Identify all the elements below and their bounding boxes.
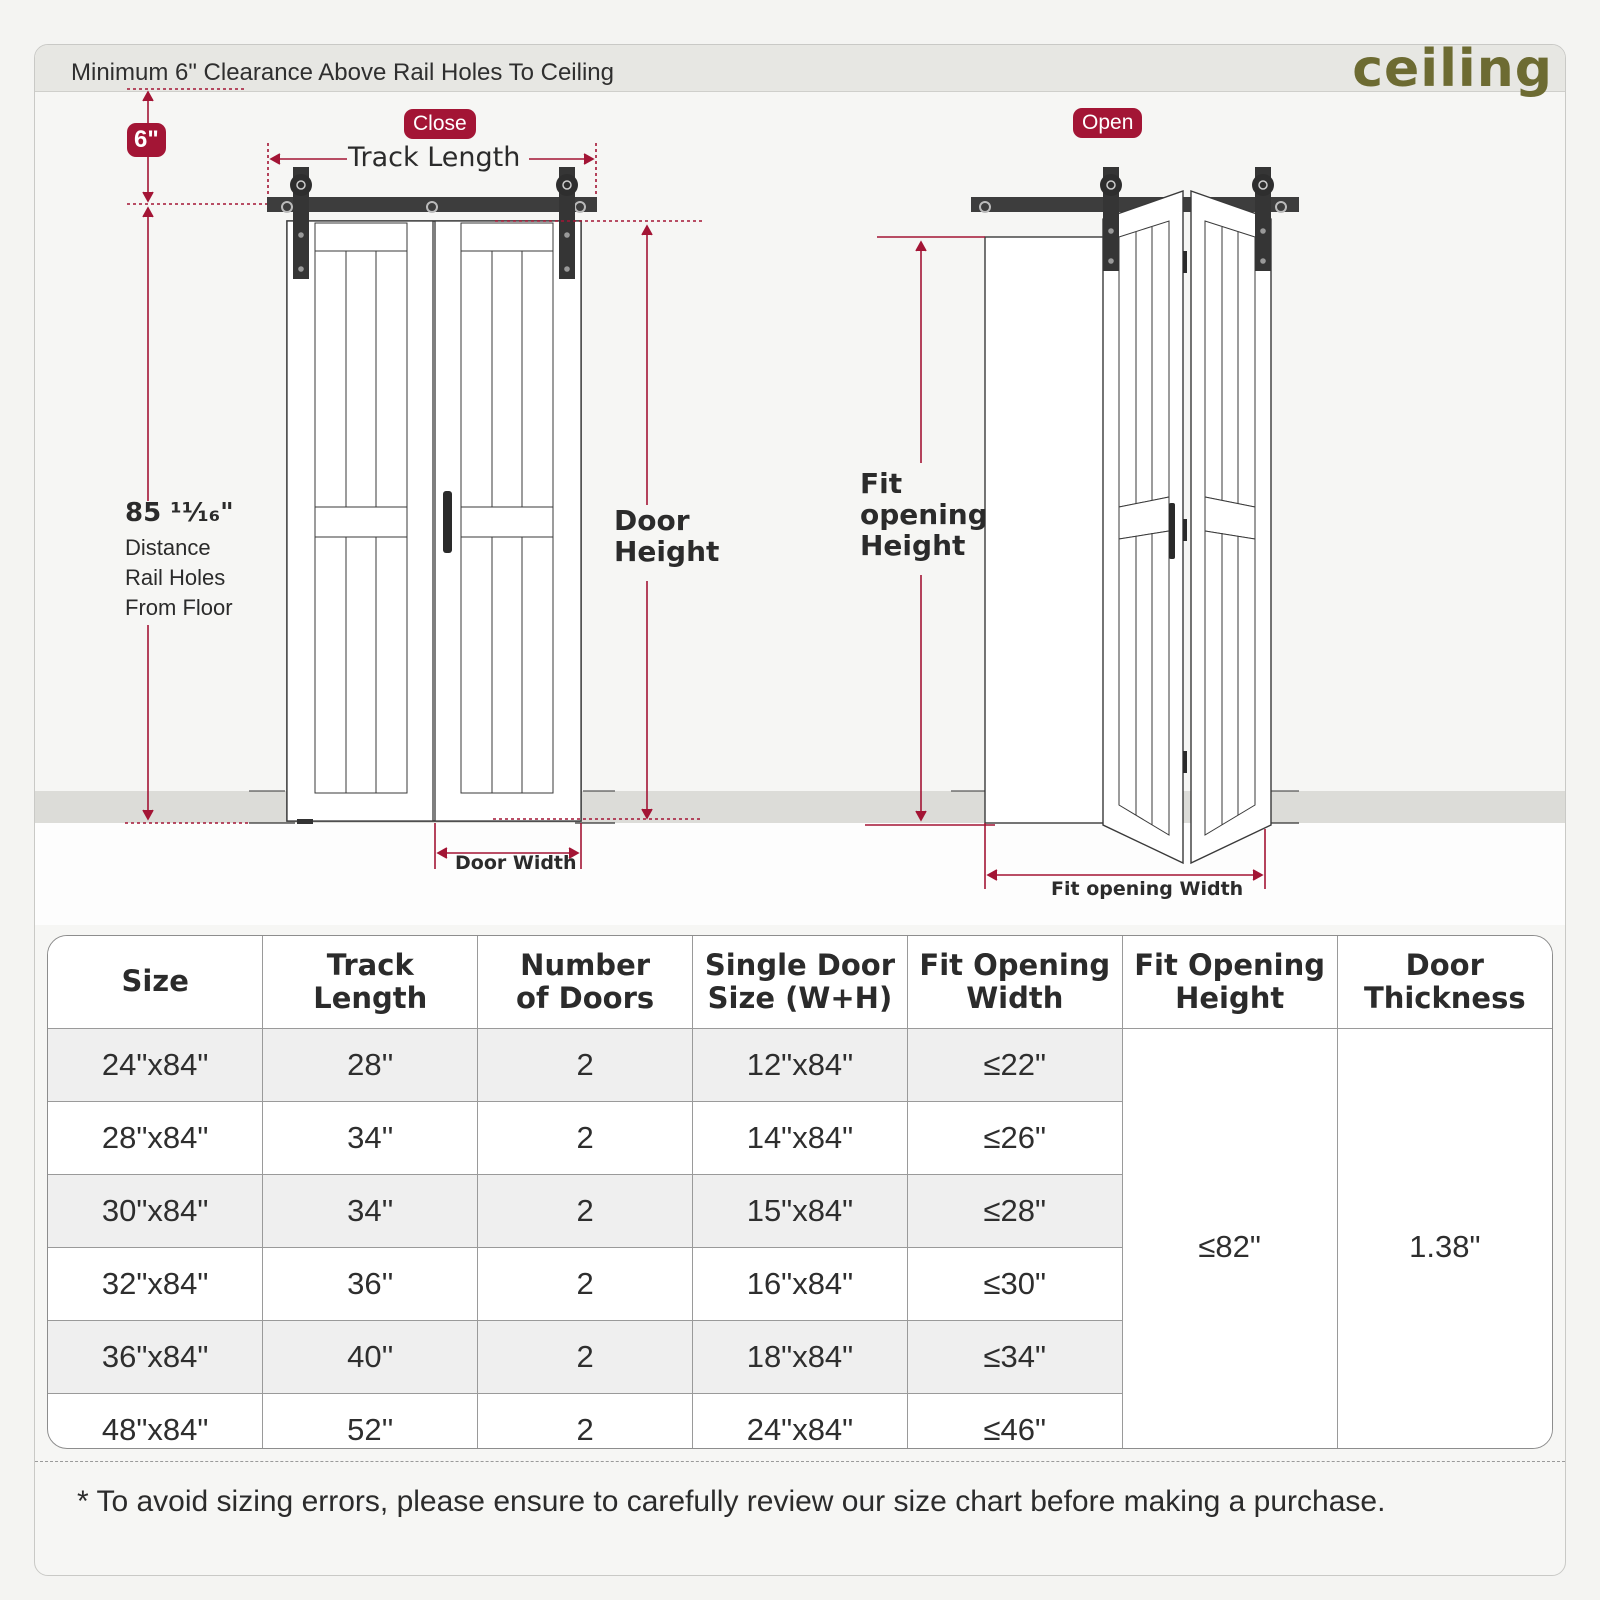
table-row	[48, 1029, 1552, 1102]
cell-number-of-doors: 2	[478, 1321, 693, 1394]
cell-number-of-doors: 2	[478, 1175, 693, 1248]
open-door-handle	[1169, 503, 1175, 559]
footer-divider	[35, 1461, 1565, 1462]
rail-caption-line-1: Distance	[125, 535, 211, 560]
fit-width-label: Fit opening Width	[1051, 878, 1244, 900]
header-size	[48, 936, 263, 1029]
rail-caption-line-2: Rail Holes	[125, 565, 226, 590]
header-track-line-1: Track	[326, 947, 414, 982]
header-doors-line-2: of Doors	[516, 981, 655, 1015]
header-thick-line-1: Door	[1405, 947, 1484, 982]
cell-number-of-doors: 2	[478, 1102, 693, 1175]
cell-fit-opening-width: ≤34"	[907, 1321, 1122, 1394]
cell-single-door-size: 18"x84"	[693, 1321, 908, 1394]
cell-size: 28"x84"	[48, 1102, 263, 1175]
cell-track-length: 40''	[263, 1321, 478, 1394]
cell-fit-opening-width: ≤26"	[907, 1102, 1122, 1175]
door-height-label	[614, 505, 719, 568]
cell-track-length: 34''	[263, 1175, 478, 1248]
rail-height-value: 85 ¹¹⁄₁₆"	[125, 498, 234, 528]
header-track-length	[263, 936, 478, 1029]
hanger-strap-open-right	[1252, 167, 1274, 271]
cell-fit-opening-height: ≤82"	[1122, 1029, 1337, 1450]
cell-single-door-size: 14"x84"	[693, 1102, 908, 1175]
fit-height-label	[860, 469, 988, 561]
six-inch-badge: 6"	[127, 123, 166, 157]
cell-size: 36"x84"	[48, 1321, 263, 1394]
cell-fit-opening-width: ≤22"	[907, 1029, 1122, 1102]
header-fitw-line-2: Width	[966, 981, 1064, 1015]
open-door-illustration	[951, 167, 1299, 863]
cell-single-door-size: 16"x84"	[693, 1248, 908, 1321]
cell-track-length: 34''	[263, 1102, 478, 1175]
header-fitw-line-1: Fit Opening	[919, 947, 1111, 982]
cell-single-door-size: 24"x84"	[693, 1394, 908, 1450]
cell-single-door-size: 12"x84"	[693, 1029, 908, 1102]
size-chart-frame	[34, 44, 1566, 1576]
hanger-strap-right	[556, 167, 578, 279]
door-height-line-2: Height	[614, 535, 720, 569]
door-height-line-1: Door	[614, 504, 690, 537]
header-thick-line-2: Thickness	[1363, 981, 1526, 1015]
fit-height-line-2: opening	[860, 497, 988, 531]
track-rail-closed	[267, 197, 597, 212]
cell-size: 32"x84"	[48, 1248, 263, 1321]
cell-size: 48"x84"	[48, 1394, 263, 1450]
door-handle	[443, 491, 452, 553]
header-fith-line-2: Height	[1175, 981, 1285, 1015]
close-badge: Close	[404, 109, 476, 139]
header-single-line-2: Size (W+H)	[707, 981, 893, 1015]
header-doors-line-1: Number	[520, 947, 651, 982]
cell-size: 24"x84"	[48, 1029, 263, 1102]
header-door-thickness	[1337, 936, 1552, 1029]
floor-surface	[35, 823, 1565, 925]
rail-caption-line-3: From Floor	[125, 595, 233, 620]
cell-size: 30"x84"	[48, 1175, 263, 1248]
size-table-container	[47, 935, 1553, 1449]
cell-single-door-size: 15"x84"	[693, 1175, 908, 1248]
closed-door-illustration	[249, 167, 615, 824]
header-fit-opening-height	[1122, 936, 1337, 1029]
clearance-note: Minimum 6" Clearance Above Rail Holes To Ceiling	[71, 59, 614, 86]
cell-fit-opening-width: ≤46"	[907, 1394, 1122, 1450]
fit-height-line-1: Fit	[860, 467, 903, 500]
cell-track-length: 36''	[263, 1248, 478, 1321]
open-badge: Open	[1073, 108, 1142, 138]
cell-number-of-doors: 2	[478, 1394, 693, 1450]
cell-number-of-doors: 2	[478, 1248, 693, 1321]
ceiling-label: ceiling	[1352, 44, 1553, 99]
track-length-label: Track Length	[348, 142, 521, 173]
door-diagram	[35, 45, 1565, 925]
rail-height-caption	[125, 533, 233, 623]
cell-fit-opening-width: ≤28"	[907, 1175, 1122, 1248]
hanger-strap-left	[290, 167, 312, 279]
door-width-label: Door Width	[455, 852, 577, 874]
header-track-line-2: Length	[313, 981, 428, 1015]
cell-fit-opening-width: ≤30"	[907, 1248, 1122, 1321]
cell-track-length: 28''	[263, 1029, 478, 1102]
cell-number-of-doors: 2	[478, 1029, 693, 1102]
table-header-row	[48, 936, 1552, 1029]
header-fith-line-1: Fit Opening	[1134, 947, 1326, 982]
header-fit-opening-width	[907, 936, 1122, 1029]
floor-band	[35, 791, 1565, 823]
door-opening	[985, 237, 1107, 823]
header-single-line-1: Single Door	[704, 947, 896, 982]
size-table	[48, 936, 1552, 1449]
header-number-of-doors	[478, 936, 693, 1029]
cell-track-length: 52''	[263, 1394, 478, 1450]
cell-door-thickness: 1.38"	[1337, 1029, 1552, 1450]
hanger-strap-open-left	[1100, 167, 1122, 271]
fit-height-line-3: Height	[860, 528, 966, 562]
header-single-door-size	[693, 936, 908, 1029]
header-size-line-1: Size	[121, 964, 189, 999]
sizing-footnote: * To avoid sizing errors, please ensure to carefully review our size chart before making a purchase.	[77, 1485, 1386, 1518]
